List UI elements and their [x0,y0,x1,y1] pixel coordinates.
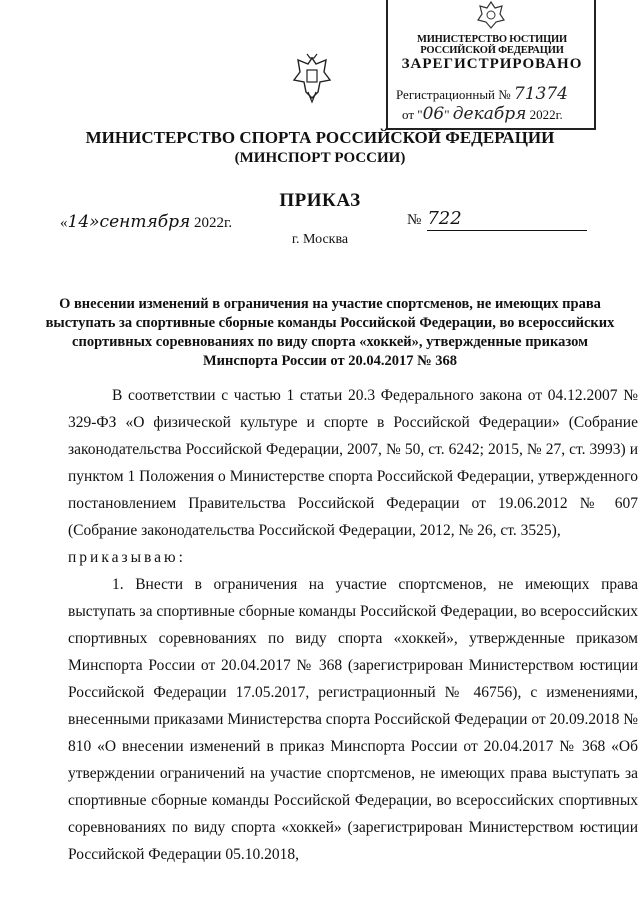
stamp-ministry: МИНИСТЕРСТВО ЮСТИЦИИ РОССИЙСКОЙ ФЕДЕРАЦИИ [416,34,567,56]
order-number: № 722 [407,208,587,231]
prikazyvayu: приказываю: [68,549,186,566]
coat-of-arms-icon [290,52,334,104]
registration-stamp [386,0,596,130]
order-number-value: 722 [427,208,587,231]
document-heading: О внесении изменений в ограничения на участие спортсменов, не имеющих права выступать за спортивные сборные команды Российской Федерации, во всероссийских спортивных соревнованиях по виду спорта «хоккей», утвержденные приказом Минспорта России от 20.04.2017 № 368 [45,296,615,369]
stamp-reg-number-value: 71374 [513,84,569,104]
ministry-short-title: (МИНСПОРТ РОССИИ) [234,150,406,166]
order-title: ПРИКАЗ [279,190,361,211]
paragraph-basis: В соответствии с частью 1 статьи 20.3 Федерального закона от 04.12.2007 № 329-ФЗ «О физической культуре и спорте в Российской Федерации» (Собрание законодательства Российской Федерации, 2007, № 50, ст. 6242; 2015, № 27, ст. 3993) и пунктом 1 Положения о Министерстве спорта Российской Федерации, утвержденного постановлением Правительства Российской Федерации от 19.06.2012 № 607 (Собрание законодательства Российской Федерации, 2012, № 26, ст. 3525), [68,387,638,539]
order-date: «14»сентября 2022г. [60,212,233,232]
stamp-registered: ЗАРЕГИСТРИРОВАНО [401,56,583,72]
city: г. Москва [291,232,349,247]
item-1: 1. Внести в ограничения на участие спортсменов, не имеющих права выступать за спортивные сборные команды Российской Федерации, во всероссийских спортивных соревнованиях по виду спорта «хоккей», утвержденные приказом Минспорта России от 20.04.2017 № 368 (зарегистрирован Министерством юстиции Российской Федерации 17.05.2017, регистрационный № 46756), с изменениями, внесенными приказами Министерства спорта Российской Федерации от 20.09.2018 № 810 «О внесении изменений в приказ Минспорта России от 20.04.2017 № 368 «Об утверждении ограничений на участие спортсменов, не имеющих права выступать за спортивные сборные команды Российской Федерации, во всероссийских спортивных соревнованиях по виду спорта «хоккей» (зарегистрирован Министерством юстиции Российской Федерации 05.10.2018, [68,576,638,863]
document-body [68,382,638,868]
stamp-reg-number: Регистрационный № 71374 [396,84,569,104]
stamp-reg-date: от "06" декабря 2022г. [402,104,563,124]
emblem-icon [474,0,508,30]
ministry-title: МИНИСТЕРСТВО СПОРТА РОССИЙСКОЙ ФЕДЕРАЦИИ [85,128,555,147]
